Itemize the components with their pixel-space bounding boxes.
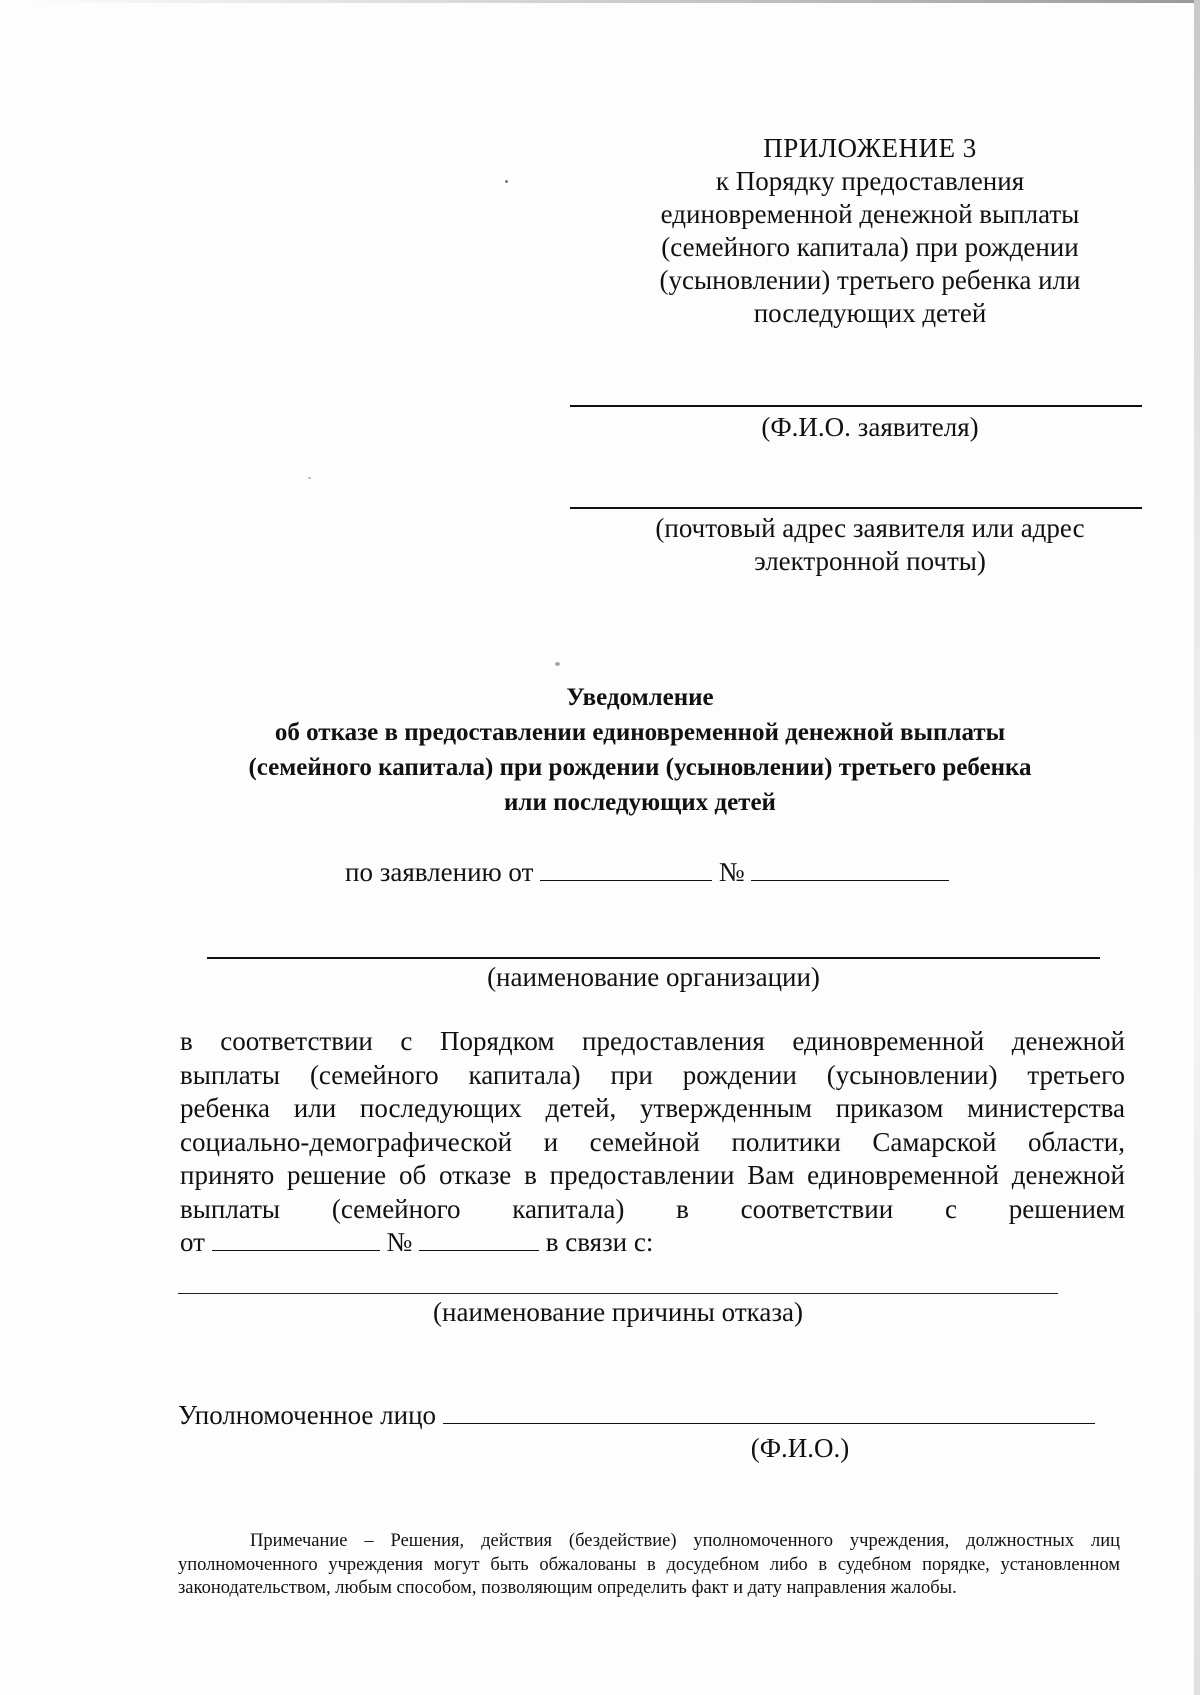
signature-caption: (Ф.И.О.) (750, 1433, 850, 1463)
scan-speck (308, 477, 311, 479)
applicant-address-line (570, 507, 1142, 509)
decision-suffix: в связи с: (545, 1227, 654, 1257)
appendix-block (640, 132, 1100, 330)
application-number-sign: № (718, 857, 745, 887)
appendix-line: (усыновлении) третьего ребенка или (659, 265, 1081, 295)
note-paragraph: Примечание – Решения, действия (бездействие) уполномоченного учреждения, должностных лиц уполномоченного учреждения могут быть обжалованы в досудебном либо в судебном порядке, установленном законодательством, любым способом, позволяющим определить факт и дату направления жалобы. (178, 1531, 1120, 1598)
appendix-line: единовременной денежной выплаты (660, 199, 1080, 229)
body-line: ребенка или последующих детей, утвержденным приказом министерства (180, 1093, 1125, 1123)
decision-number-sign: № (386, 1227, 413, 1257)
notice-title-line: или последующих детей (504, 789, 776, 816)
body-line: в соответствии с Порядком предоставления единовременной денежной (180, 1026, 1125, 1056)
appendix-line: (семейного капитала) при рождении (661, 232, 1079, 262)
application-date-field[interactable] (540, 858, 712, 881)
appendix-line: к Порядку предоставления (715, 166, 1025, 196)
reason-caption: (наименование причины отказа) (433, 1297, 803, 1327)
signature-label: Уполномоченное лицо (178, 1400, 437, 1430)
signature-name-field[interactable] (443, 1401, 1095, 1424)
body-line: принято решение об отказе в предоставлении Вам единовременной денежной (180, 1160, 1125, 1190)
scan-speck (555, 662, 560, 666)
scan-edge-top (0, 0, 1200, 3)
reason-line (178, 1293, 1058, 1294)
body-line: выплаты (семейного капитала) в соответствии с решением (180, 1193, 1125, 1224)
application-prefix: по заявлению от (345, 857, 534, 887)
scan-edge-right (1194, 0, 1200, 1695)
application-reference (345, 855, 949, 889)
applicant-name-caption: (Ф.И.О. заявителя) (761, 412, 979, 442)
address-caption-line: электронной почты) (754, 546, 986, 576)
body-line: выплаты (семейного капитала) при рождении (усыновлении) третьего (180, 1059, 1125, 1090)
organization-caption: (наименование организации) (487, 962, 820, 992)
notice-title-line: (семейного капитала) при рождении (усыновлении) третьего ребенка (248, 754, 1032, 781)
organization-line (207, 957, 1100, 959)
appendix-line: последующих детей (753, 298, 987, 328)
applicant-address-caption (610, 512, 1130, 578)
address-caption-line: (почтовый адрес заявителя или адрес (655, 513, 1085, 543)
decision-number-field[interactable] (419, 1228, 539, 1251)
scan-speck (505, 180, 508, 183)
decision-prefix: от (180, 1227, 205, 1257)
notice-title-line: об отказе в предоставлении единовременной денежной выплаты (274, 719, 1006, 746)
notice-title-main: Уведомление (566, 684, 714, 711)
body-paragraph (180, 1025, 1125, 1260)
applicant-name-line (570, 405, 1142, 407)
notice-title (160, 680, 1120, 820)
body-line: социально-демографической и семейной политики Самарской области, (180, 1126, 1125, 1157)
decision-date-field[interactable] (212, 1228, 380, 1251)
signature-block (178, 1398, 1095, 1432)
appendix-heading: ПРИЛОЖЕНИЕ 3 (763, 133, 977, 163)
body-last-line (180, 1226, 1125, 1260)
application-number-field[interactable] (751, 858, 949, 881)
